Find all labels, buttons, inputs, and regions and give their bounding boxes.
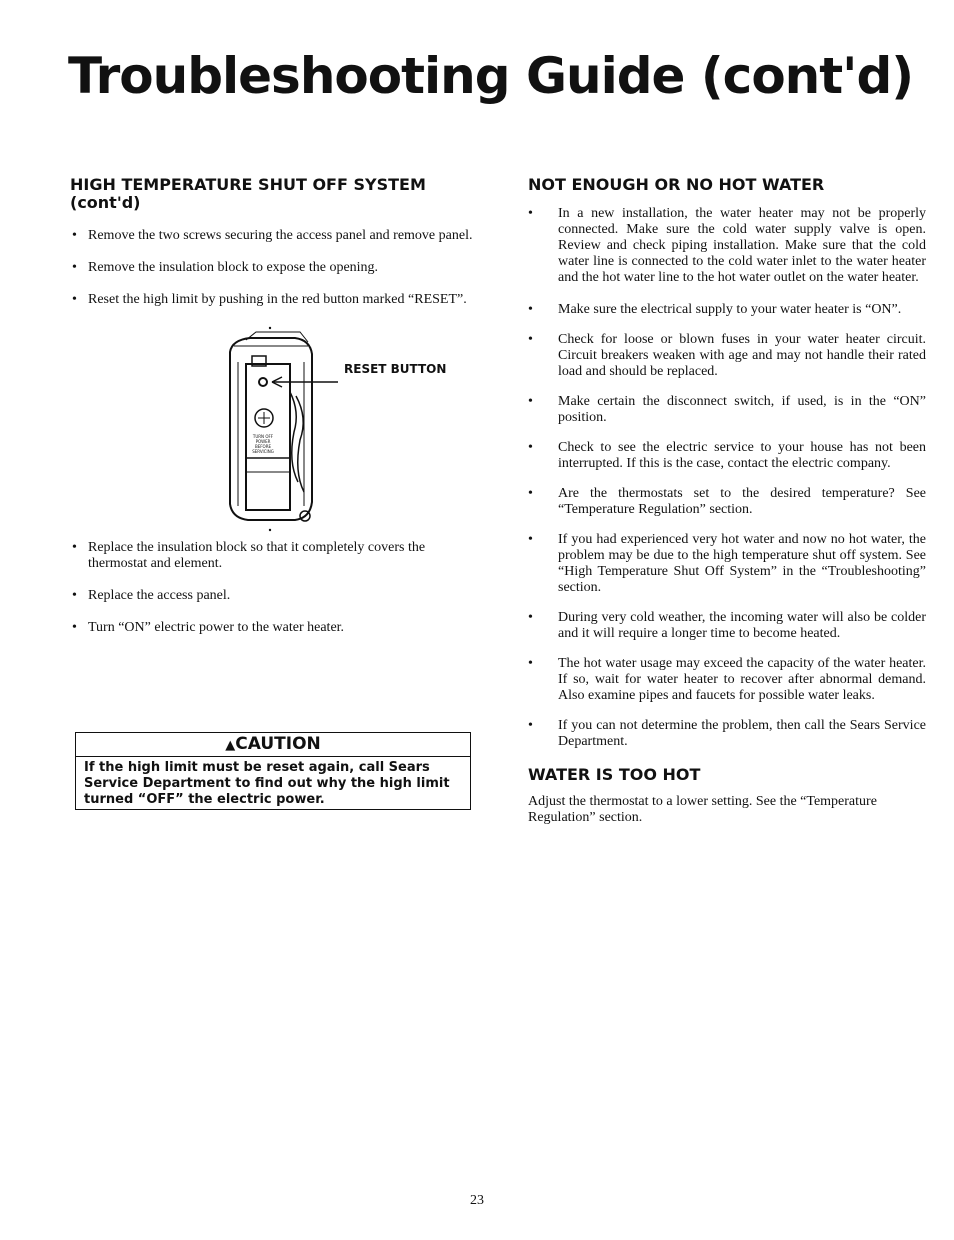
list-item: • Are the thermostats set to the desired temperature? See “Temperature Regulation” section. <box>528 486 926 518</box>
list-item: • During very cold weather, the incoming water will also be colder and it will require a longer time to become heated. <box>528 610 926 642</box>
section-heading-water-too-hot: WATER IS TOO HOT <box>528 765 701 784</box>
plate-text-line: BEFORE <box>254 444 272 449</box>
steps-after-list <box>70 540 474 636</box>
caution-box <box>75 732 471 810</box>
list-item: • Replace the insulation block so that it completely covers the thermostat and element. <box>70 540 474 572</box>
list-item: • If you can not determine the problem, then call the Sears Service Department. <box>528 718 926 750</box>
plate-text-line: POWER <box>255 439 271 444</box>
reset-button-illustration <box>160 322 460 532</box>
list-item: • Remove the two screws securing the access panel and remove panel. <box>70 228 474 244</box>
not-enough-hot-water-list <box>528 206 926 750</box>
plate-text-line: TURN OFF <box>252 434 274 439</box>
steps-before-list <box>70 228 474 308</box>
list-item: • Remove the insulation block to expose the opening. <box>70 260 474 276</box>
list-item: • Replace the access panel. <box>70 588 474 604</box>
list-item: • Check for loose or blown fuses in your water heater circuit. Circuit breakers weaken with age and may not handle their rated load and should be replaced. <box>528 332 926 380</box>
caution-heading <box>76 733 470 757</box>
page-number: 23 <box>470 1193 484 1208</box>
caution-heading-text: CAUTION <box>235 734 321 754</box>
heading-line-1: HIGH TEMPERATURE SHUT OFF SYSTEM <box>70 175 426 194</box>
warning-triangle-icon: ▲ <box>225 738 236 753</box>
list-item: • Turn “ON” electric power to the water heater. <box>70 620 474 636</box>
section-heading-not-enough-hot-water: NOT ENOUGH OR NO HOT WATER <box>528 175 825 194</box>
list-item: • Reset the high limit by pushing in the red button marked “RESET”. <box>70 292 474 308</box>
list-item: • Make certain the disconnect switch, if used, is in the “ON” position. <box>528 394 926 426</box>
list-item: • If you had experienced very hot water and now no hot water, the problem may be due to the high temperature shut off system. See “High Temperature Shut Off System” in the “Troubleshooting” section. <box>528 532 926 596</box>
caution-text: If the high limit must be reset again, call Sears Service Department to find out why the high limit turned “OFF” the electric power. <box>84 760 450 807</box>
list-item: • Check to see the electric service to your house has not been interrupted. If this is the case, contact the electric company. <box>528 440 926 472</box>
right-column <box>528 176 926 826</box>
list-item: • Make sure the electrical supply to your water heater is “ON”. <box>528 302 926 318</box>
water-too-hot-text: Adjust the thermostat to a lower setting. See the “Temperature Regulation” section. <box>528 794 877 825</box>
plate-text-line: SERVICING <box>252 449 274 454</box>
section-heading-high-temp <box>70 176 474 212</box>
list-item: • In a new installation, the water heater may not be properly connected. Make sure the cold water supply valve is open. Review and check piping installation. Make sure that the cold water line is connected to the cold water inlet to the water heater and the hot water line to the hot water outlet on the water heater. <box>528 206 926 286</box>
thermostat-drawing <box>160 322 460 532</box>
page-title: Troubleshooting Guide (cont'd) <box>68 47 914 105</box>
heading-line-2: (cont'd) <box>70 193 141 212</box>
reset-button-label: RESET BUTTON <box>344 362 447 376</box>
left-column <box>70 176 474 636</box>
list-item: • The hot water usage may exceed the capacity of the water heater. If so, wait for water heater to recover after abnormal demand. Also examine pipes and faucets for possible water leaks. <box>528 656 926 704</box>
